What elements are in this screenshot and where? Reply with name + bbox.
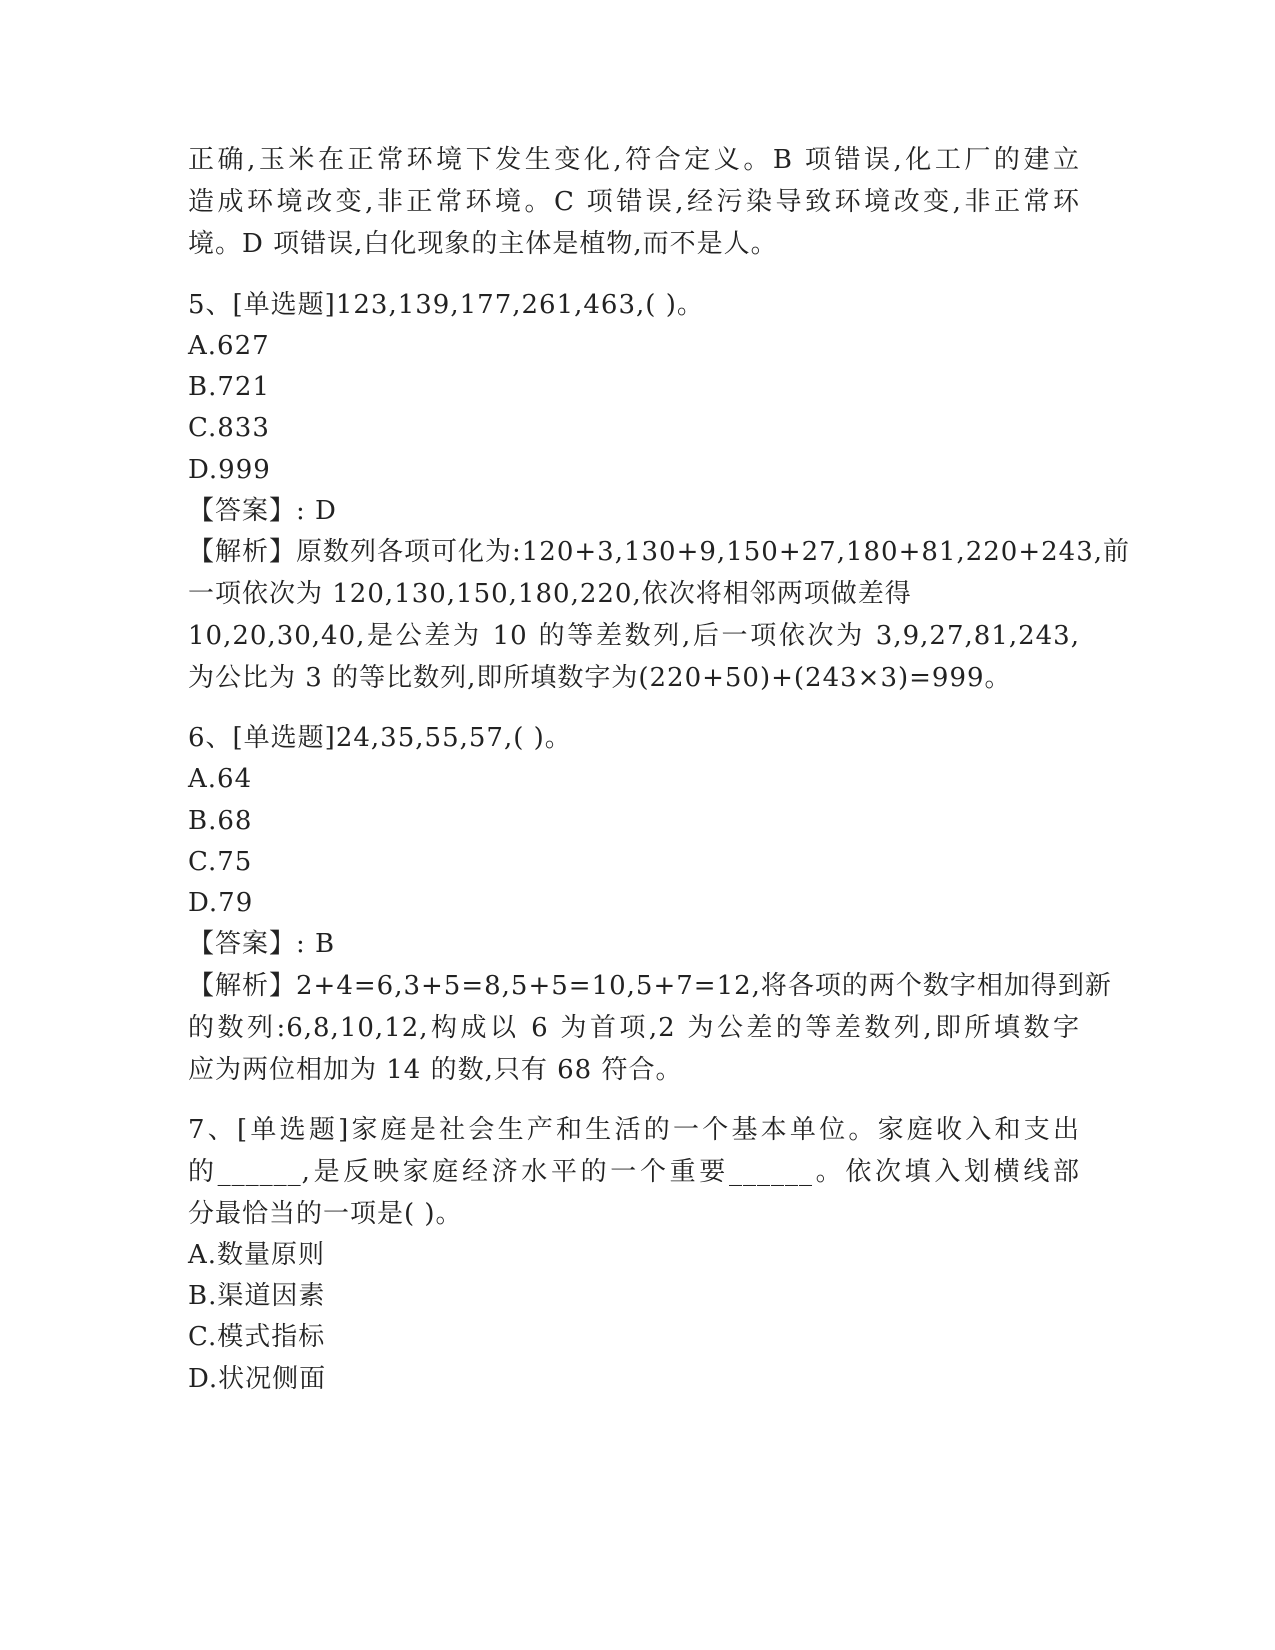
q5-option-a: A.627 <box>188 331 270 361</box>
q5-analysis-line-4: 为公比为 3 的等比数列,即所填数字为(220+50)+(243×3)=999。 <box>188 663 1012 693</box>
q6-option-a: A.64 <box>188 764 253 794</box>
q5-option-d: D.999 <box>188 455 271 485</box>
intro-line-2: 造成环境改变,非正常环境。C 项错误,经污染导致环境改变,非正常环 <box>188 187 1080 217</box>
q7-stem-line-1: 7、[单选题]家庭是社会生产和生活的一个基本单位。家庭收入和支出 <box>188 1115 1080 1145</box>
q5-analysis-line-3: 10,20,30,40,是公差为 10 的等差数列,后一项依次为 3,9,27,81,243, <box>188 621 1080 651</box>
q6-option-c: C.75 <box>188 847 253 877</box>
q5-analysis-line-1: 【解析】原数列各项可化为:120+3,130+9,150+27,180+81,220+243,前 <box>188 537 1131 567</box>
document-page <box>188 0 1131 1650</box>
q5-stem: 5、[单选题]123,139,177,261,463,( )。 <box>188 290 704 320</box>
q5-option-b: B.721 <box>188 372 270 402</box>
q5-answer: 【答案】: D <box>188 496 337 526</box>
q6-analysis-line-3: 应为两位相加为 14 的数,只有 68 符合。 <box>188 1055 683 1085</box>
q7-stem-line-2: 的______,是反映家庭经济水平的一个重要______。依次填入划横线部 <box>188 1157 1080 1187</box>
q7-option-d: D.状况侧面 <box>188 1364 327 1394</box>
q6-answer: 【答案】: B <box>188 929 336 959</box>
q6-option-d: D.79 <box>188 888 254 918</box>
q7-option-a: A.数量原则 <box>188 1240 326 1270</box>
intro-line-1: 正确,玉米在正常环境下发生变化,符合定义。B 项错误,化工厂的建立 <box>188 145 1080 175</box>
q7-option-b: B.渠道因素 <box>188 1281 326 1311</box>
q6-analysis-line-2: 的数列:6,8,10,12,构成以 6 为首项,2 为公差的等差数列,即所填数字 <box>188 1013 1080 1043</box>
q7-option-c: C.模式指标 <box>188 1322 326 1352</box>
q5-analysis-line-2: 一项依次为 120,130,150,180,220,依次将相邻两项做差得 <box>188 579 912 609</box>
q6-stem: 6、[单选题]24,35,55,57,( )。 <box>188 723 572 753</box>
intro-line-3: 境。D 项错误,白化现象的主体是植物,而不是人。 <box>188 229 778 259</box>
q7-stem-line-3: 分最恰当的一项是( )。 <box>188 1199 463 1229</box>
q5-option-c: C.833 <box>188 413 270 443</box>
q6-option-b: B.68 <box>188 806 253 836</box>
q6-analysis-line-1: 【解析】2+4=6,3+5=8,5+5=10,5+7=12,将各项的两个数字相加得到新 <box>188 971 1112 1001</box>
